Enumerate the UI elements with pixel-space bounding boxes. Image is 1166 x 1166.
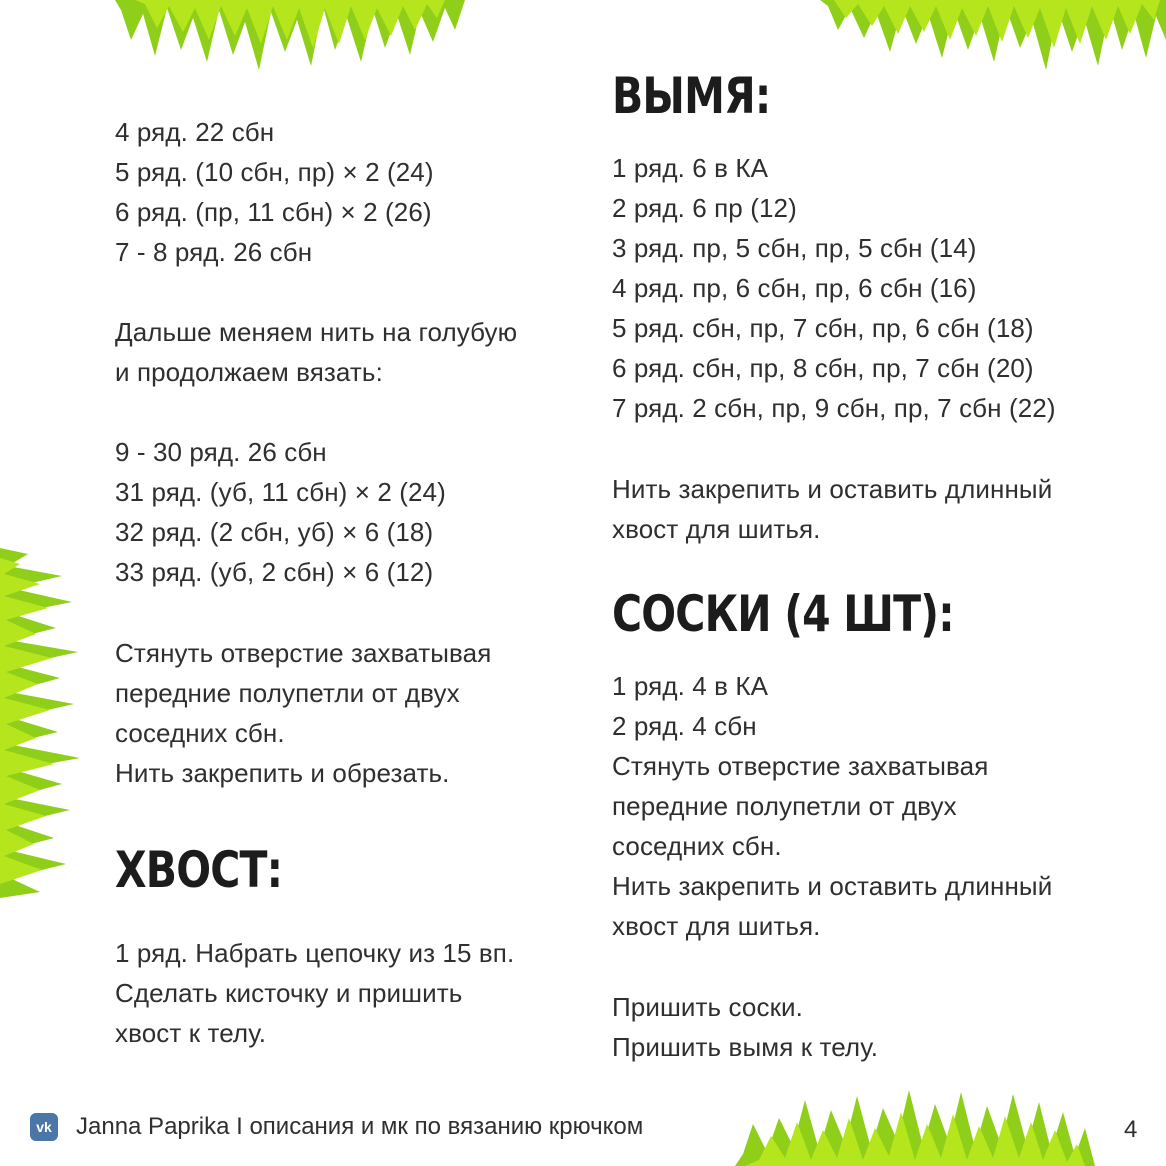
tail-step-line: 1 ряд. Набрать цепочку из 15 вп.	[115, 938, 515, 968]
grass-bottom-icon	[735, 1088, 1095, 1166]
row-line: 7 - 8 ряд. 26 сбн	[115, 237, 313, 267]
tail-heading: ХВОСТ:	[115, 841, 283, 899]
thread-note-line: и продолжаем вязать:	[115, 357, 383, 387]
udder-note-line: хвост для шитья.	[612, 514, 821, 544]
final-note-line: Пришить соски.	[612, 992, 804, 1022]
tail-step-line: хвост к телу.	[115, 1018, 267, 1048]
teats-heading: СОСКИ (4 ШТ):	[612, 585, 954, 643]
teats-row-line: хвост для шитья.	[612, 911, 821, 941]
udder-row-line: 2 ряд. 6 пр (12)	[612, 193, 797, 223]
row-line: 4 ряд. 22 сбн	[115, 117, 275, 147]
udder-row-line: 6 ряд. сбн, пр, 8 сбн, пр, 7 сбн (20)	[612, 353, 1034, 383]
finish-note-line: соседних сбн.	[115, 718, 285, 748]
udder-row-line: 4 ряд. пр, 6 сбн, пр, 6 сбн (16)	[612, 273, 977, 303]
footer	[30, 1113, 643, 1141]
footer-text: Janna Paprika I описания и мк по вязанию крючком	[76, 1113, 644, 1140]
grass-top-right-icon	[820, 0, 1166, 80]
row-line: 9 - 30 ряд. 26 сбн	[115, 437, 327, 467]
finish-note-line: Стянуть отверстие захватывая	[115, 638, 492, 668]
row-line: 31 ряд. (уб, 11 сбн) × 2 (24)	[115, 477, 446, 507]
teats-row-line: соседних сбн.	[612, 831, 782, 861]
grass-top-left-icon	[115, 0, 465, 78]
final-note-line: Пришить вымя к телу.	[612, 1032, 879, 1062]
udder-row-line: 5 ряд. сбн, пр, 7 сбн, пр, 6 сбн (18)	[612, 313, 1034, 343]
row-line: 32 ряд. (2 сбн, уб) × 6 (18)	[115, 517, 434, 547]
thread-note-line: Дальше меняем нить на голубую	[115, 317, 518, 347]
udder-row-line: 1 ряд. 6 в КА	[612, 153, 769, 183]
finish-note-line: Нить закрепить и обрезать.	[115, 758, 450, 788]
finish-note-line: передние полупетли от двух	[115, 678, 460, 708]
teats-row-line: 2 ряд. 4 сбн	[612, 711, 757, 741]
udder-row-line: 7 ряд. 2 сбн, пр, 9 сбн, пр, 7 сбн (22)	[612, 393, 1056, 423]
udder-row-line: 3 ряд. пр, 5 сбн, пр, 5 сбн (14)	[612, 233, 977, 263]
grass-left-edge-icon	[0, 548, 82, 898]
teats-row-line: передние полупетли от двух	[612, 791, 957, 821]
udder-heading: ВЫМЯ:	[612, 67, 771, 125]
teats-row-line: Нить закрепить и оставить длинный	[612, 871, 1053, 901]
teats-row-line: 1 ряд. 4 в КА	[612, 671, 769, 701]
udder-note-line: Нить закрепить и оставить длинный	[612, 474, 1053, 504]
teats-row-line: Стянуть отверстие захватывая	[612, 751, 989, 781]
row-line: 6 ряд. (пр, 11 сбн) × 2 (26)	[115, 197, 432, 227]
tail-step-line: Сделать кисточку и пришить	[115, 978, 463, 1008]
page-number: 4	[1124, 1116, 1138, 1143]
row-line: 5 ряд. (10 сбн, пр) × 2 (24)	[115, 157, 434, 187]
vk-icon[interactable]: vk	[30, 1113, 58, 1141]
row-line: 33 ряд. (уб, 2 сбн) × 6 (12)	[115, 557, 434, 587]
